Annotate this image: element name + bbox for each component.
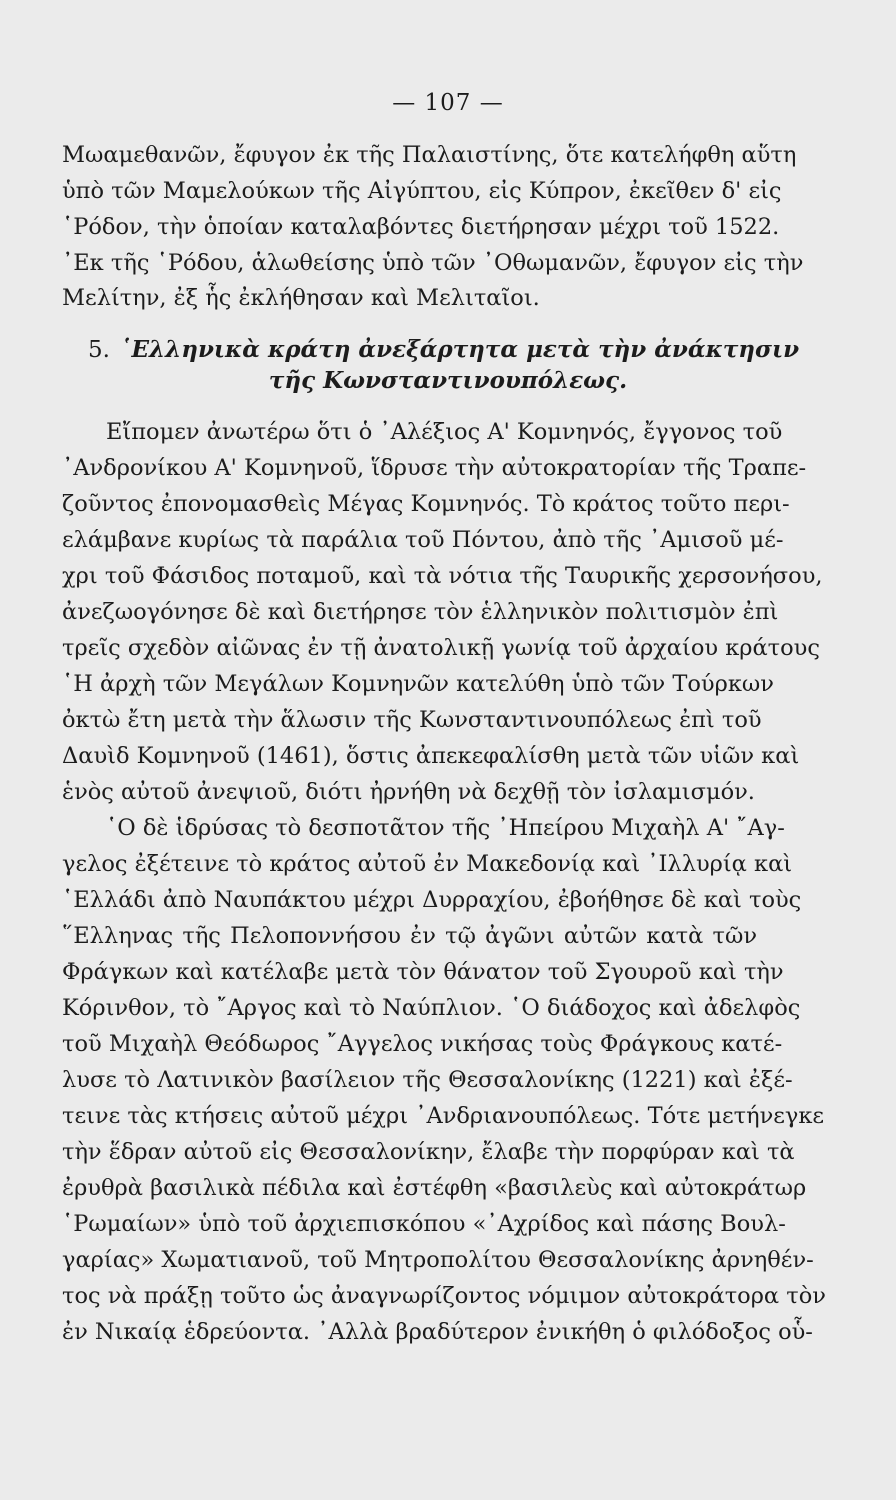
section-number: 5. (88, 337, 110, 363)
text-line: Κόρινθον, τὸ ῎Αργος καὶ τὸ Ναύπλιον. ῾Ο διάδοχος καὶ ἀδελφὸς (62, 995, 801, 1021)
text-line: ᾽Ανδρονίκου Α' Κομνηνοῦ, ἵδρυσε τὴν αὐτοκρατορίαν τῆς Τραπε- (62, 455, 807, 481)
text-line: ῾Ελλάδι ἀπὸ Ναυπάκτου μέχρι Δυρραχίου, ἐβοήθησε δὲ καὶ τοὺς (62, 887, 802, 913)
text-line: ελάμβανε κυρίως τὰ παράλια τοῦ Πόντου, ἀπὸ τῆς ᾽Αμισοῦ μέ- (62, 527, 784, 553)
section-title-line-1: ῾Ελληνικὰ κράτη ἀνεξάρτητα μετὰ τὴν ἀνάκτησιν (119, 336, 800, 363)
text-line: Φράγκων καὶ κατέλαβε μετὰ τὸν θάνατον τοῦ Σγουροῦ καὶ τὴν (62, 959, 784, 985)
text-line: χρι τοῦ Φάσιδος ποταμοῦ, καὶ τὰ νότια τῆς Ταυρικῆς χερσονήσου, (62, 563, 823, 589)
text-line: τρεῖς σχεδὸν αἰῶνας ἐν τῇ ἀνατολικῇ γωνίᾳ τοῦ ἀρχαίου κράτους (62, 635, 820, 661)
text-line: ὑπὸ τῶν Μαμελούκων τῆς Αἰγύπτου, εἰς Κύπρον, ἐκεῖθεν δ' εἰς (62, 178, 782, 204)
text-line: Δαυὶδ Κομνηνοῦ (1461), ὅστις ἀπεκεφαλίσθη μετὰ τῶν υἱῶν καὶ (62, 743, 800, 769)
text-line: γαρίας» Χωματιανοῦ, τοῦ Μητροπολίτου Θεσσαλονίκης ἀρνηθέν- (62, 1247, 814, 1273)
text-line: ῾Ρωμαίων» ὑπὸ τοῦ ἀρχιεπισκόπου «᾽Αχρίδος καὶ πάσης Βουλ- (62, 1211, 786, 1237)
text-line: τοῦ Μιχαὴλ Θεόδωρος ῎Αγγελος νικήσας τοὺς Φράγκους κατέ- (62, 1031, 783, 1057)
text-line: γελος ἐξέτεινε τὸ κράτος αὐτοῦ ἐν Μακεδονίᾳ καὶ ᾽Ιλλυρίᾳ καὶ (62, 851, 793, 877)
text-line: Μελίτην, ἐξ ἧς ἐκλήθησαν καὶ Μελιταῖοι. (62, 285, 540, 311)
text-line: ῾Ρόδον, τὴν ὁποίαν καταλαβόντες διετήρησαν μέχρι τοῦ 1522. (62, 214, 780, 240)
text-line: ῾Η ἀρχὴ τῶν Μεγάλων Κομνηνῶν κατελύθη ὑπὸ τῶν Τούρκων (62, 671, 774, 697)
text-line: ῾Ο δὲ ἱδρύσας τὸ δεσποτᾶτον τῆς ᾽Ηπείρου Μιχαὴλ Α' ῎Αγ- (106, 815, 785, 841)
text-line: τὴν ἕδραν αὐτοῦ εἰς Θεσσαλονίκην, ἔλαβε τὴν πορφύραν καὶ τὰ (62, 1139, 795, 1165)
page-number: — 107 — (392, 90, 504, 116)
text-line: τος νὰ πράξῃ τοῦτο ὡς ἀναγνωρίζοντος νόμιμον αὐτοκράτορα τὸν (62, 1283, 826, 1309)
text-line: ἀνεζωογόνησε δὲ καὶ διετήρησε τὸν ἑλληνικὸν πολιτισμὸν ἐπὶ (62, 599, 779, 625)
text-line: ᾽Εκ τῆς ῾Ρόδου, ἁλωθείσης ὑπὸ τῶν ᾽Οθωμανῶν, ἔφυγον εἰς τὴν (62, 250, 804, 276)
text-line: ῞Ελληνας τῆς Πελοποννήσου ἐν τῷ ἀγῶνι αὐτῶν κατὰ τῶν (62, 923, 757, 949)
text-line: ἑνὸς αὐτοῦ ἀνεψιοῦ, διότι ἠρνήθη νὰ δεχθῇ τὸν ἰσλαμισμόν. (62, 779, 755, 805)
text-line: Μωαμεθανῶν, ἔφυγον ἐκ τῆς Παλαιστίνης, ὅτε κατελήφθη αὕτη (62, 142, 797, 168)
section-title-line-2: τῆς Κωνσταντινουπόλεως. (268, 367, 628, 394)
text-line: ὀκτὼ ἔτη μετὰ τὴν ἅλωσιν τῆς Κωνσταντινουπόλεως ἐπὶ τοῦ (62, 707, 762, 733)
section-heading (88, 335, 800, 365)
text-line: Εἴπομεν ἀνωτέρω ὅτι ὁ ᾽Αλέξιος Α' Κομνηνός, ἔγγονος τοῦ (106, 419, 783, 445)
text-line: ἐν Νικαίᾳ ἑδρεύοντα. ᾽Αλλὰ βραδύτερον ἐνικήθη ὁ φιλόδοξος οὗ- (62, 1319, 813, 1345)
text-line: λυσε τὸ Λατινικὸν βασίλειον τῆς Θεσσαλονίκης (1221) καὶ ἐξέ- (62, 1067, 793, 1093)
text-line: ζοῦντος ἐπονομασθεὶς Μέγας Κομνηνός. Τὸ κράτος τοῦτο περι- (62, 491, 790, 517)
text-line: ἐρυθρὰ βασιλικὰ πέδιλα καὶ ἐστέφθη «βασιλεὺς καὶ αὐτοκράτωρ (62, 1175, 807, 1201)
text-line: τεινε τὰς κτήσεις αὐτοῦ μέχρι ᾽Ανδριανουπόλεως. Τότε μετήνεγκε (62, 1103, 825, 1129)
